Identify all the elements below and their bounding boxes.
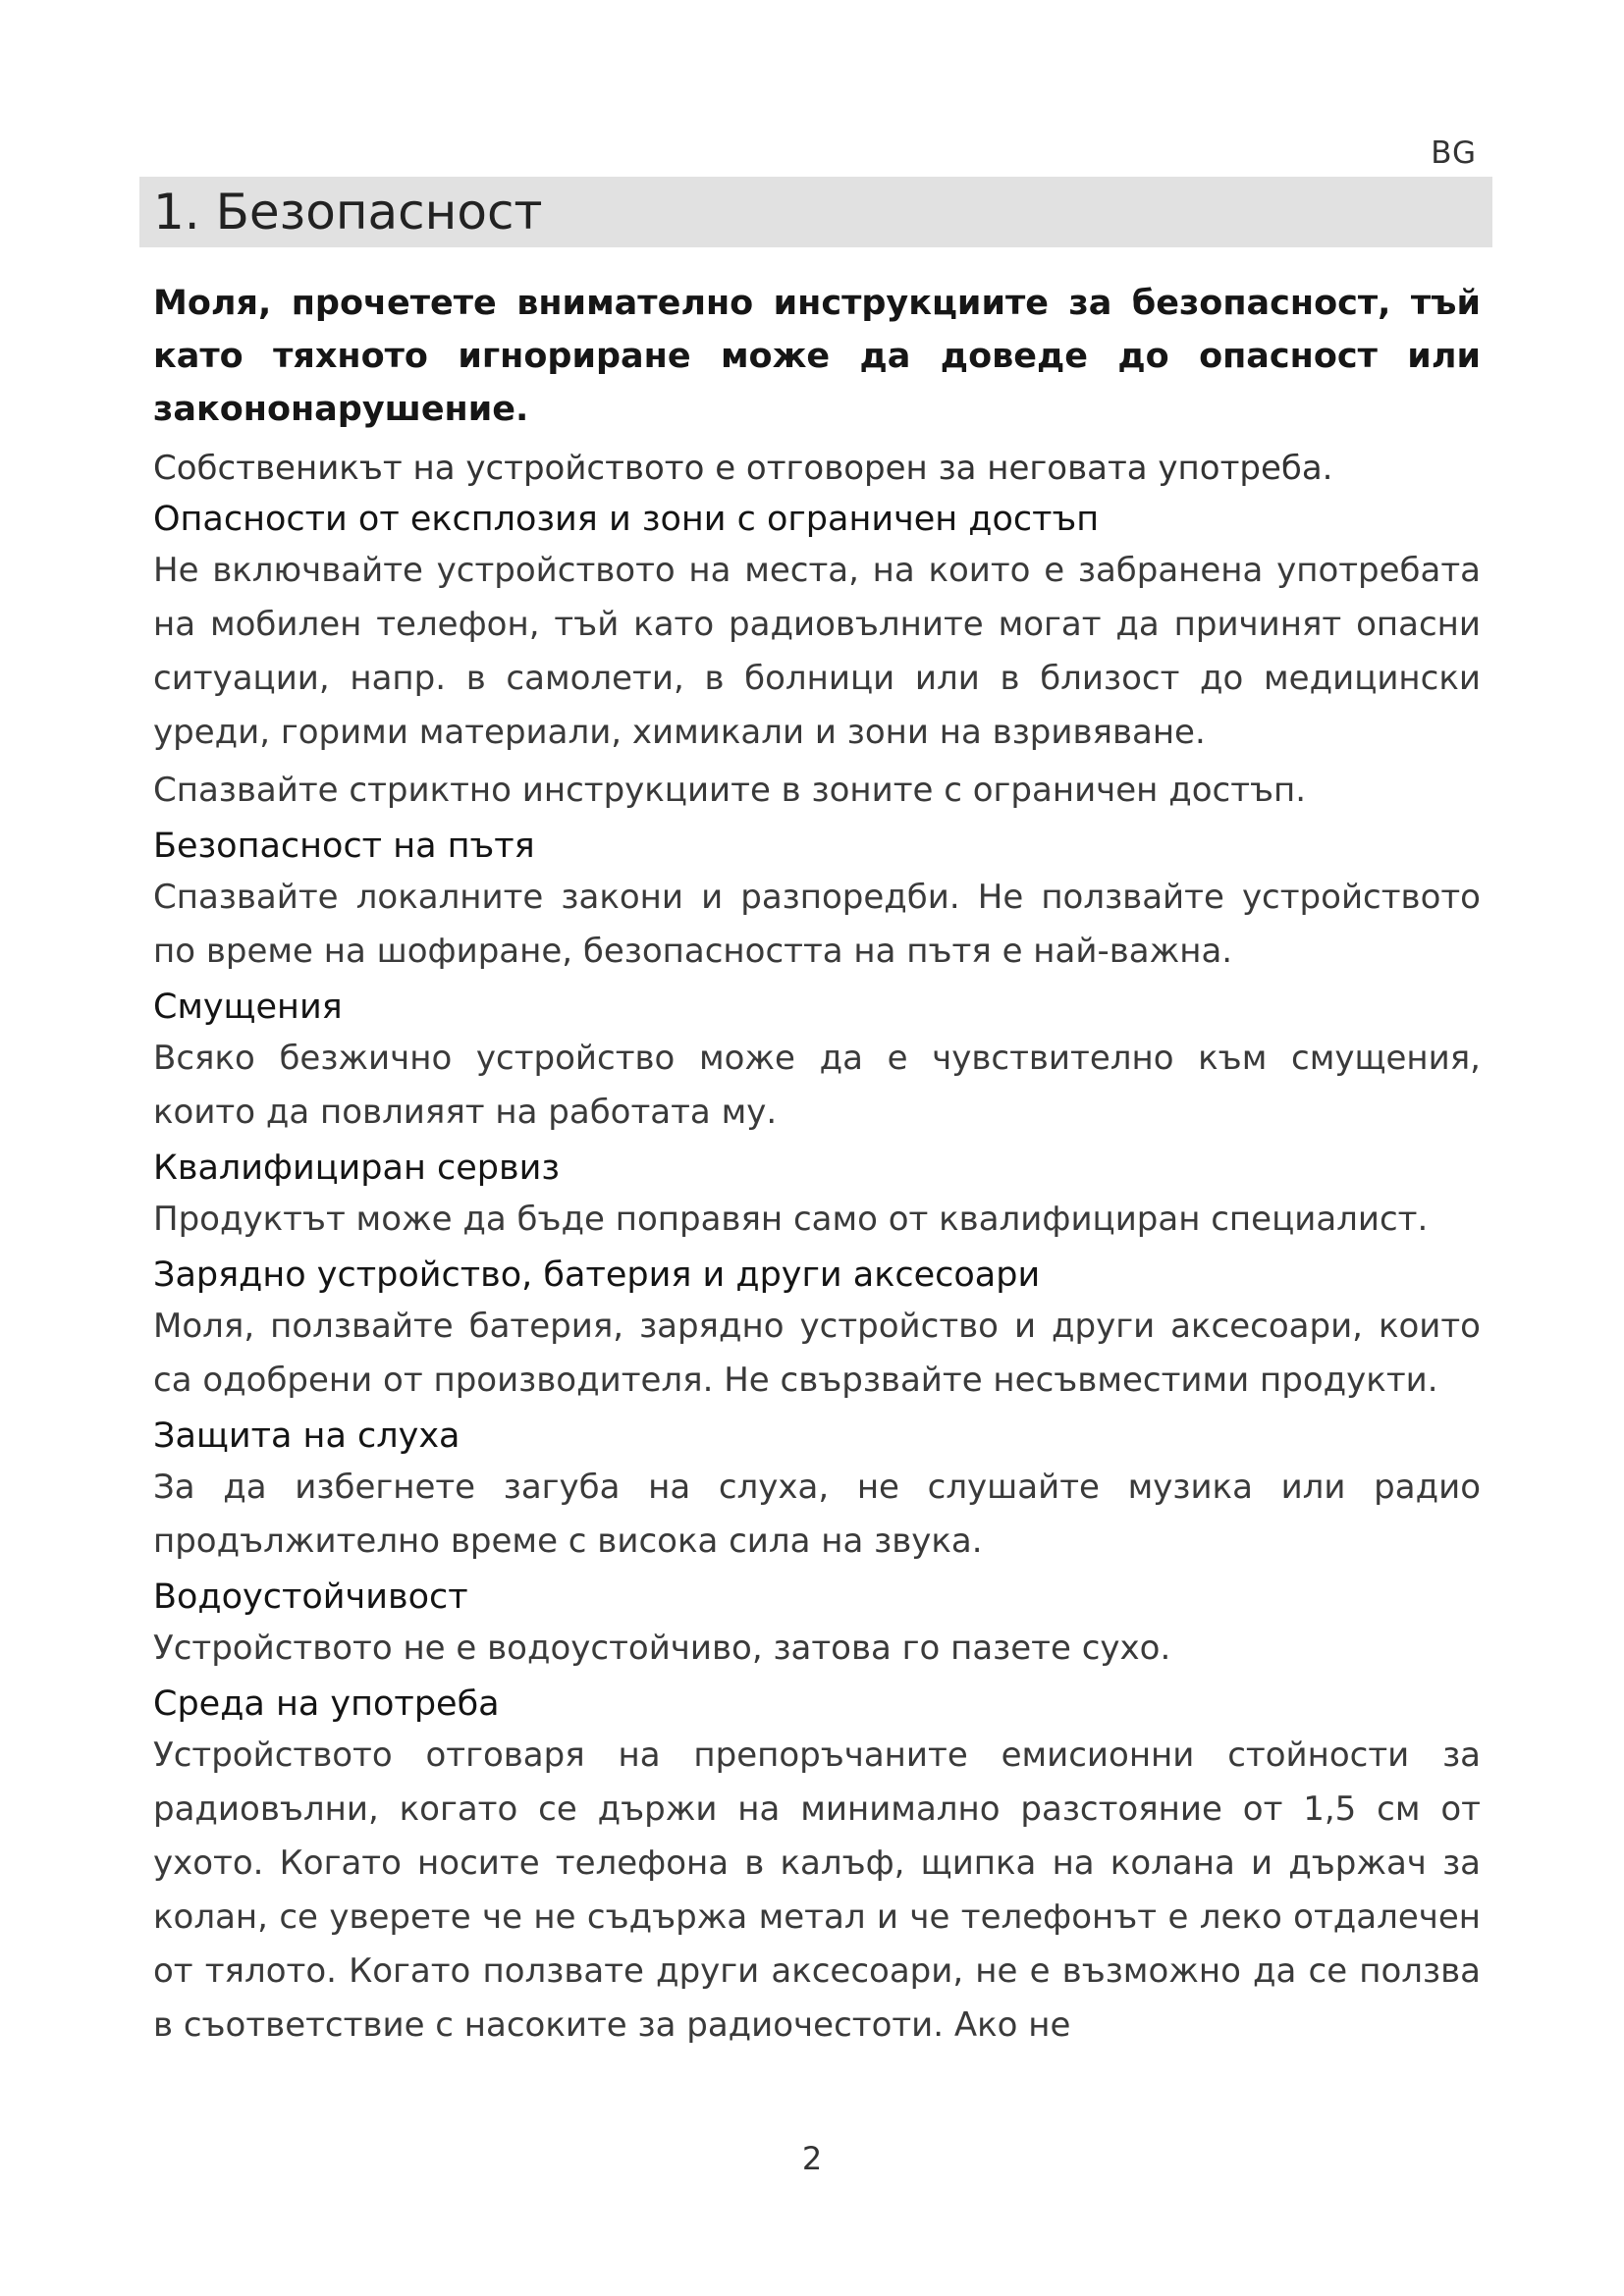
safety-warning-intro: Моля, прочетете внимателно инструкциите за безопасност, тъй като тяхното игнориране може да доведе до опасност или закононарушение. <box>153 284 1481 429</box>
section-interference <box>153 983 1481 1140</box>
section-text: Устройството отговаря на препоръчаните емисионни стойности за радиовълни, когато се държи на минимално разстояние от 1,5 см от ухото. Когато носите телефона в калъф, щипка на колана и държач за колан, се уверете че не съдържа метал и че телефонът е леко отдалечен от тялото. Когато ползвате други аксесоари, не е възможно да се ползва в съответствие с насоките за радиочестоти. Ако не <box>153 1735 1481 2045</box>
section-water-resistance <box>153 1573 1481 1676</box>
owner-responsibility: Собственикът на устройството е отговорен за неговата употреба. <box>153 449 1333 488</box>
language-tag: BG <box>1431 135 1477 171</box>
section-text: Не включвайте устройството на места, на които е забранена употребата на мобилен телефон, тъй като радиовълните могат да причинят опасни ситуации, напр. в самолети, в болници или в близост до медицински уреди, горими материали, химикали и зони на взривяване. <box>153 551 1481 752</box>
section-road-safety <box>153 822 1481 979</box>
section-title: Зарядно устройство, батерия и други аксесоари <box>153 1255 1041 1295</box>
section-text: За да избегнете загуба на слуха, не слушайте музика или радио продължително време с висока сила на звука. <box>153 1468 1481 1561</box>
section-text: Моля, ползвайте батерия, зарядно устройство и други аксесоари, които са одобрени от производителя. Не свързвайте несъвместими продукти. <box>153 1307 1481 1400</box>
section-hearing-protection <box>153 1412 1481 1569</box>
section-text: Спазвайте локалните закони и разпоредби. Не ползвайте устройството по време на шофиране, безопасността на пътя е най-важна. <box>153 878 1481 971</box>
section-title: Смущения <box>153 988 343 1027</box>
section-title: Безопасност на пътя <box>153 827 535 866</box>
section-usage-environment <box>153 1680 1481 2053</box>
section-text: Всяко безжично устройство може да е чувствително към смущения, които да повлияят на работата му. <box>153 1039 1481 1132</box>
section-explosion <box>153 495 1481 818</box>
section-accessories <box>153 1251 1481 1408</box>
section-heading-bar <box>139 177 1492 247</box>
section-qualified-service <box>153 1144 1481 1247</box>
section-title: Опасности от експлозия и зони с ограничен достъп <box>153 500 1100 539</box>
section-title: Защита на слуха <box>153 1416 460 1456</box>
section-text-extra: Спазвайте стриктно инструкциите в зоните с ограничен достъп. <box>153 771 1307 810</box>
section-text: Продуктът може да бъде поправян само от квалифициран специалист. <box>153 1200 1429 1239</box>
section-text: Устройството не е водоустойчиво, затова го пазете сухо. <box>153 1629 1171 1668</box>
section-title: Квалифициран сервиз <box>153 1148 560 1188</box>
section-title: Водоустойчивост <box>153 1577 468 1617</box>
page-number: 2 <box>801 2140 823 2177</box>
document-body <box>153 277 1481 2056</box>
page-title: 1. Безопасност <box>153 184 543 240</box>
section-title: Среда на употреба <box>153 1684 500 1724</box>
